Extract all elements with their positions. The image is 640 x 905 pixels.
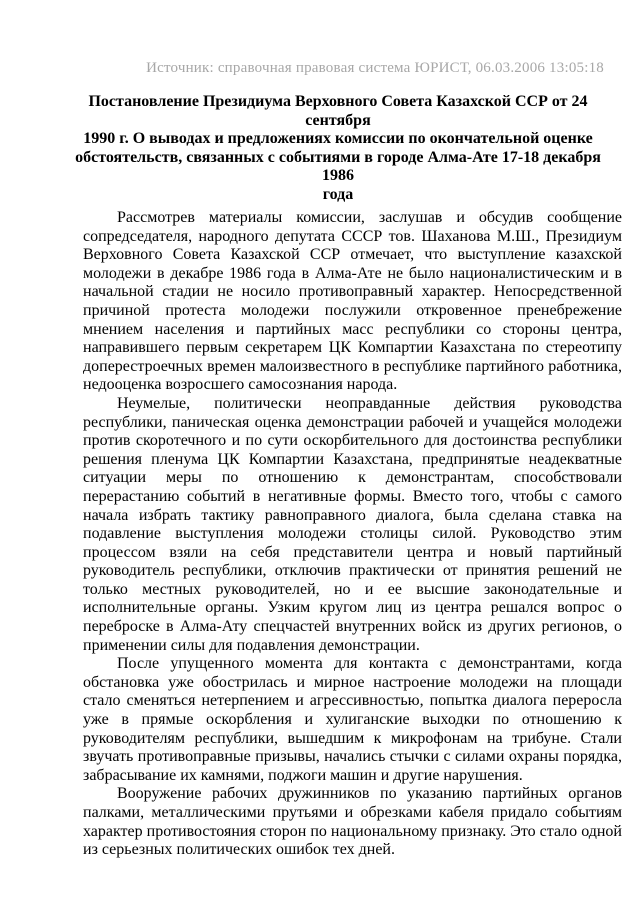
body-paragraph: После упущенного момента для контакта с демонстрантами, когда обстановка уже обострилась и мирное настроение молодежи на площади стало сменяться нетерпением и агрессивностью, попытка диалога переросла уже в прямые оскорбления и хулиганские выходки по отношению к руководителям республики, вышедшим к микрофонам на трибуне. Стали звучать противоправные призывы, начались стычки с силами охраны порядка, забрасывание их камнями, поджоги машин и другие нарушения. xyxy=(83,655,622,784)
body-paragraph: Вооружение рабочих дружинников по указанию партийных органов палками, металлическими прутьями и обрезками кабеля придало событиям характер противостояния сторон по национальному признаку. Это стало одной из серьезных политических ошибок тех дней. xyxy=(83,785,622,859)
document-title xyxy=(68,93,608,204)
title-line: сентября xyxy=(305,111,371,129)
title-line: Постановление Президиума Верховного Совета Казахской ССР от 24 xyxy=(88,93,588,110)
document-body xyxy=(83,209,622,860)
title-line: обстоятельств, связанных с событиями в городе Алма-Ате 17-18 декабря xyxy=(75,148,601,166)
body-paragraph: Неумелые, политически неоправданные действия руководства республики, паническая оценка демонстрации рабочей и учащейся молодежи против скоротечного и по сути оскорбительного для достоинства республики решения пленума ЦК Компартии Казахстана, предпринятые неадекватные ситуации меры по отношению к демонстрантам, способствовали перерастанию событий в негативные формы. Вместо того, чтобы с самого начала избрать тактику равноправного диалога, была сделана ставка на подавление выступления молодежи столицы силой. Руководство этим процессом взяли на себя представители центра и новый партийный руководитель республики, отключив практически от принятия решений не только местных руководителей, но и ее высшие законодательные и исполнительные органы. Узким кругом лиц из центра решался вопрос о переброске в Алма-Ату спецчастей внутренних войск из других регионов, о применении силы для подавления демонстрации. xyxy=(83,394,622,654)
source-line: Источник: справочная правовая система ЮРИСТ, 06.03.2006 13:05:18 xyxy=(146,60,604,76)
title-line: 1986 xyxy=(322,167,354,184)
body-paragraph: Рассмотрев материалы комиссии, заслушав и обсудив сообщение сопредседателя, народного депутата СССР тов. Шаханова М.Ш., Президиум Верховного Совета Казахской ССР отмечает, что выступление казахской молодежи в декабре 1986 года в Алма-Ате не было националистическим и в начальной стадии не носило противоправный характер. Непосредственной причиной протеста молодежи послужили откровенное пренебрежение мнением населения и партийных масс республики со стороны центра, направившего первым секретарем ЦК Компартии Казахстана по стереотипу доперестроечных времен малоизвестного в республике партийного работника, недооценка возросшего самосознания народа. xyxy=(83,209,622,394)
title-line: 1990 г. О выводах и предложениях комиссии по окончательной оценке xyxy=(83,130,593,147)
title-line: года xyxy=(322,185,354,203)
